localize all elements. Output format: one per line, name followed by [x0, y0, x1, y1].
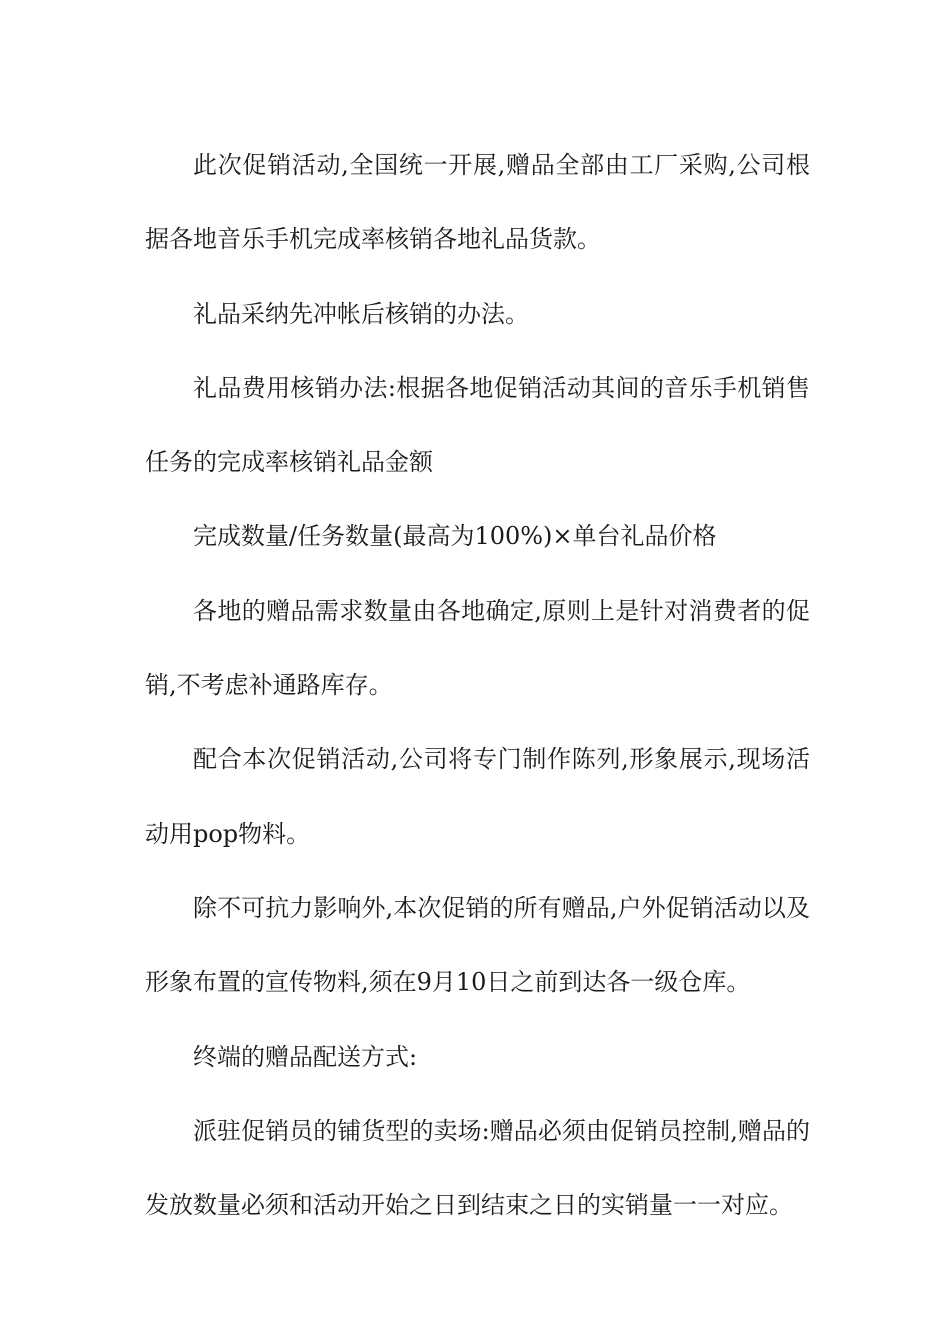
paragraph-2: 礼品采纳先冲帐后核销的办法。	[193, 299, 529, 328]
paragraph-4: 完成数量/任务数量(最高为100%)×单台礼品价格	[193, 522, 717, 551]
document-body	[145, 128, 810, 1242]
paragraph-1: 此次促销活动,全国统一开展,赠品全部由工厂采购,公司根据各地音乐手机完成率核销各地礼品货款。	[145, 151, 810, 254]
paragraph-6: 配合本次促销活动,公司将专门制作陈列,形象展示,现场活动用pop物料。	[145, 745, 810, 848]
paragraph-8: 终端的赠品配送方式:	[193, 1042, 418, 1071]
paragraph-3: 礼品费用核销办法:根据各地促销活动其间的音乐手机销售任务的完成率核销礼品金额	[145, 373, 810, 477]
paragraph-5: 各地的赠品需求数量由各地确定,原则上是针对消费者的促销,不考虑补通路库存。	[145, 596, 810, 700]
paragraph-7: 除不可抗力影响外,本次促销的所有赠品,户外促销活动以及形象布置的宣传物料,须在9月10日之前到达各一级仓库。	[145, 893, 810, 997]
paragraph-9: 派驻促销员的铺货型的卖场:赠品必须由促销员控制,赠品的发放数量必须和活动开始之日到结束之日的实销量一一对应。	[145, 1116, 810, 1220]
